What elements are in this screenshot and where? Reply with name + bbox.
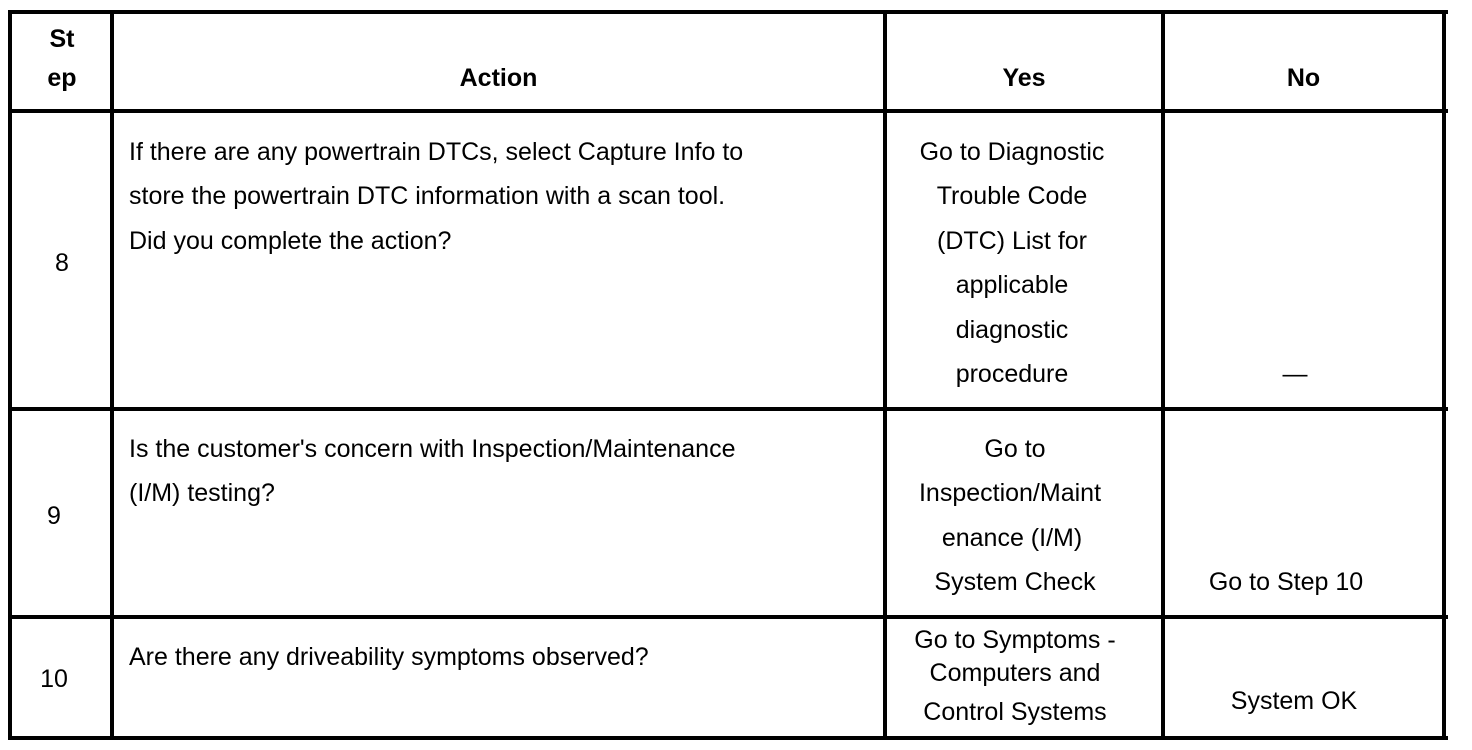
row-step: 8 xyxy=(55,249,69,277)
table-rule-bottom xyxy=(8,736,1448,740)
header-step-line-1: St xyxy=(49,25,75,53)
row-action-line: store the powertrain DTC information with a scan tool. xyxy=(129,182,726,210)
col-rule-left xyxy=(8,10,12,740)
row-yes-line: Go to Diagnostic xyxy=(919,138,1105,166)
row-yes-line: Trouble Code xyxy=(936,182,1088,210)
row-yes-line: (DTC) List for xyxy=(937,227,1087,255)
row-step: 9 xyxy=(47,502,61,530)
row-rule-9 xyxy=(8,615,1448,619)
row-no: System OK xyxy=(1230,687,1358,715)
row-yes-line: Computers and xyxy=(929,659,1101,687)
row-yes-line: applicable xyxy=(955,271,1069,299)
row-yes-line: Control Systems xyxy=(923,698,1107,726)
row-no: — xyxy=(1282,360,1308,388)
col-rule-right xyxy=(1442,10,1446,740)
row-rule-8 xyxy=(8,407,1448,411)
row-no: Go to Step 10 xyxy=(1208,568,1364,596)
header-action: Action xyxy=(459,64,538,92)
row-action-line: Is the customer's concern with Inspection/Maintenance xyxy=(129,435,736,463)
header-rule xyxy=(8,109,1448,113)
row-yes-line: System Check xyxy=(934,568,1096,596)
row-action-line: (I/M) testing? xyxy=(129,479,275,507)
row-action-line: Did you complete the action? xyxy=(129,227,452,255)
col-rule-step xyxy=(110,10,114,740)
row-yes-line: Go to xyxy=(984,435,1046,463)
row-yes-line: diagnostic xyxy=(955,316,1069,344)
header-no: No xyxy=(1286,64,1321,92)
table-rule-top xyxy=(8,10,1448,14)
row-yes-line: enance (I/M) xyxy=(941,524,1083,552)
row-action-line: If there are any powertrain DTCs, select Capture Info to xyxy=(129,138,744,166)
row-step: 10 xyxy=(40,665,68,693)
row-action-line: Are there any driveability symptoms observed? xyxy=(129,643,649,671)
header-step-line-2: ep xyxy=(47,64,77,92)
row-yes-line: Inspection/Maint xyxy=(918,479,1102,507)
row-yes-line: Go to Symptoms - xyxy=(914,626,1116,654)
header-yes: Yes xyxy=(1002,64,1046,92)
row-yes-line: procedure xyxy=(955,360,1069,388)
